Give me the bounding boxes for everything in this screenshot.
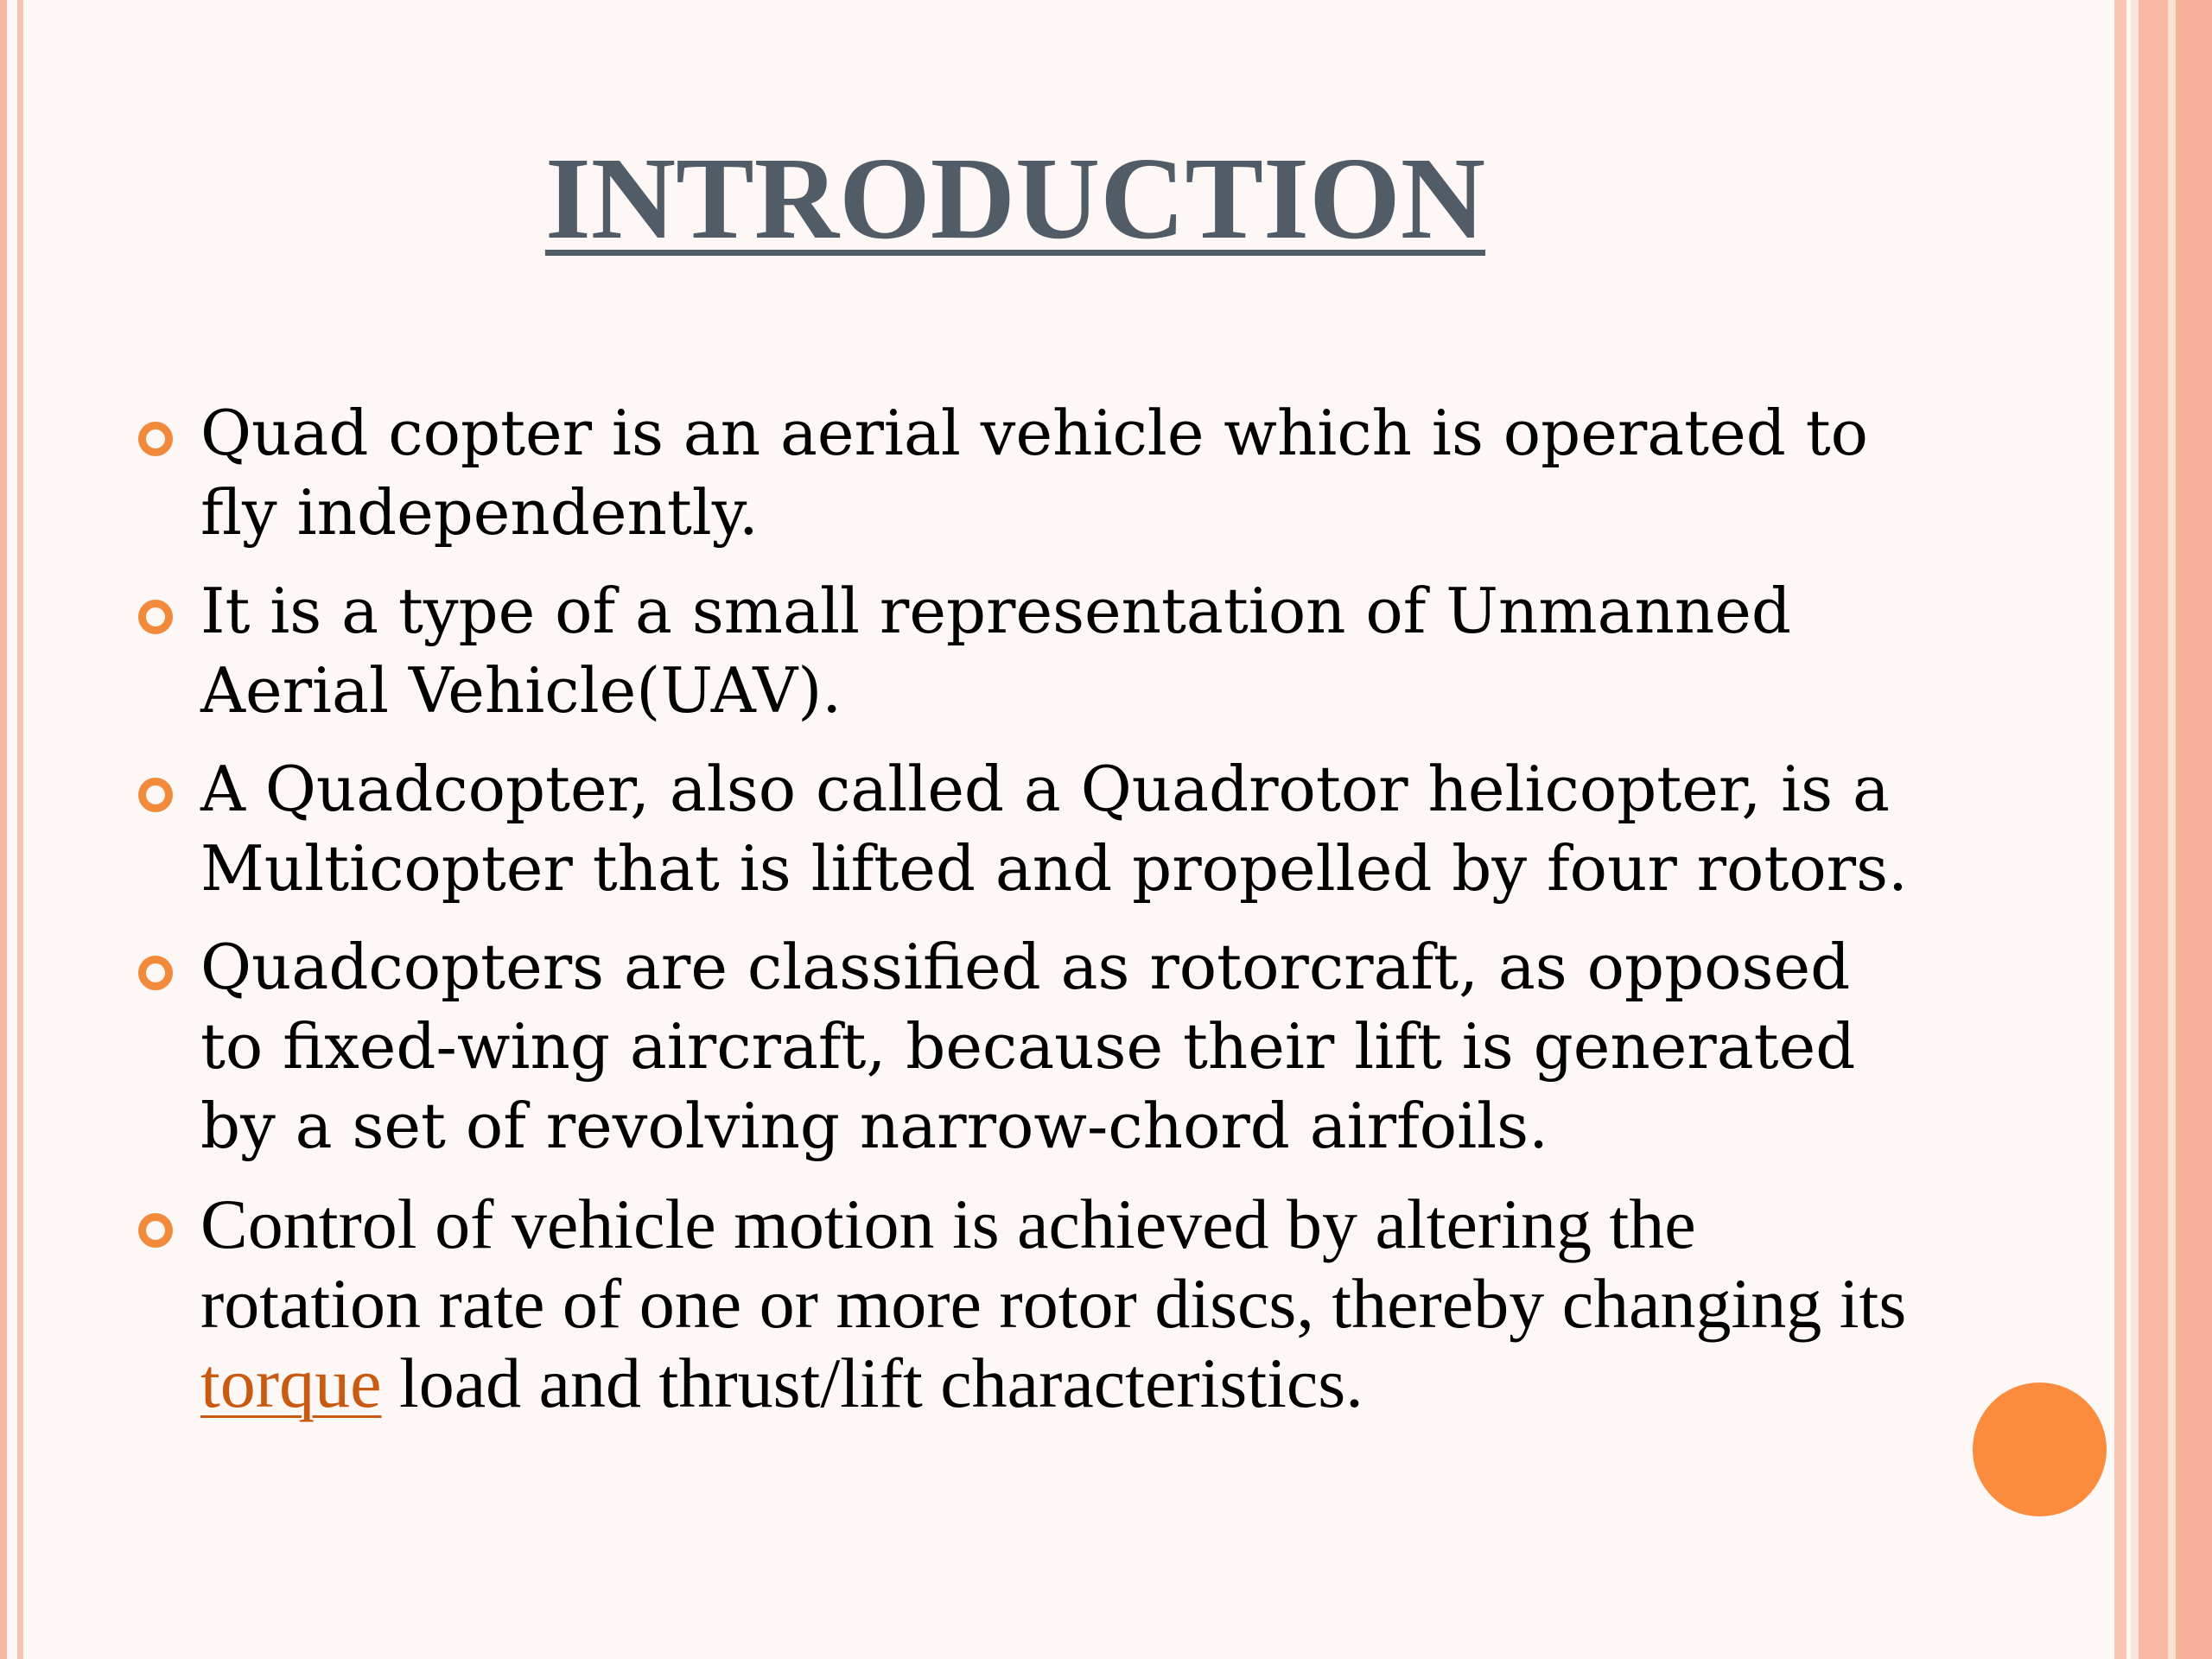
- bullet-ring-icon: [138, 600, 173, 634]
- slide-title: [0, 130, 2031, 268]
- bullet-text-before-link: Control of vehicle motion is achieved by altering the rotation rate of one or more rotor discs, thereby changing its: [200, 1185, 1907, 1343]
- bullet-item: [138, 749, 1918, 908]
- right-border-stripe: [2168, 0, 2176, 1659]
- bullet-item: [138, 1185, 1918, 1423]
- torque-link[interactable]: torque: [200, 1344, 382, 1422]
- bullet-text: A Quadcopter, also called a Quadrotor helicopter, is a Multicopter that is lifted and propelled by four rotors.: [200, 753, 1908, 905]
- bullet-text: It is a type of a small representation of Unmanned Aerial Vehicle(UAV).: [200, 575, 1791, 727]
- bullet-ring-icon: [138, 778, 173, 812]
- right-border-stripe: [2131, 0, 2139, 1659]
- bullet-item: [138, 927, 1918, 1166]
- right-border-stripe: [2176, 0, 2212, 1659]
- bullet-ring-icon: [138, 422, 173, 456]
- bullet-text-after-link: load and thrust/lift characteristics.: [381, 1344, 1363, 1422]
- right-border-stripe: [2114, 0, 2126, 1659]
- slide-title-text: INTRODUCTION: [544, 134, 1486, 264]
- bullet-list: [138, 393, 1918, 1442]
- bullet-text: Quadcopters are classified as rotorcraft, as opposed to fixed-wing aircraft, because their lift is generated by a set of revolving narrow-chord airfoils.: [200, 931, 1856, 1162]
- bullet-ring-icon: [138, 1213, 173, 1248]
- right-border-stripe: [2139, 0, 2168, 1659]
- bullet-item: [138, 393, 1918, 552]
- bullet-ring-icon: [138, 956, 173, 990]
- accent-circle: [1973, 1382, 2107, 1516]
- bullet-item: [138, 571, 1918, 730]
- bullet-text: Quad copter is an aerial vehicle which is operated to fly independently.: [200, 397, 1868, 549]
